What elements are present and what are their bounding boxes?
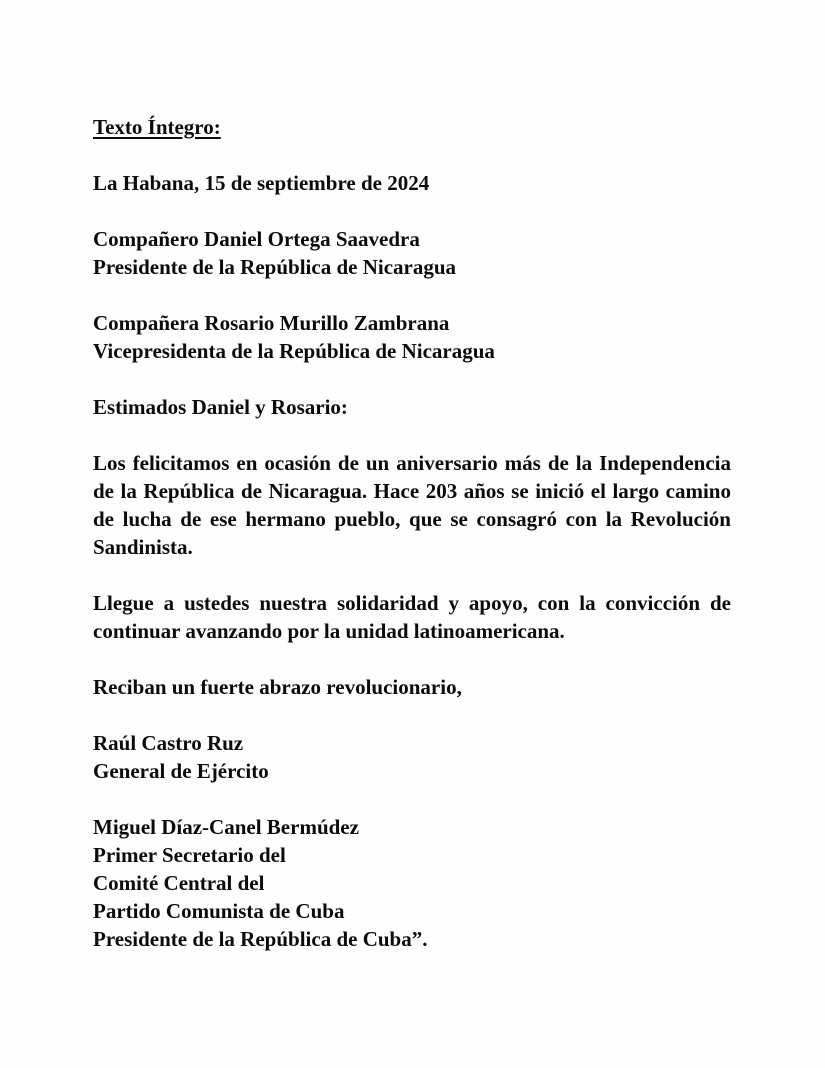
- signatory-title: Presidente de la República de Cuba”.: [93, 927, 428, 951]
- recipient-title: Presidente de la República de Nicaragua: [93, 255, 457, 279]
- recipient-block-vicepresident: [93, 309, 731, 365]
- recipient-name: Compañera Rosario Murillo Zambrana: [93, 311, 450, 335]
- closing-line: Reciban un fuerte abrazo revolucionario,: [93, 675, 462, 699]
- signatory-title: Primer Secretario del: [93, 843, 286, 867]
- signatory-title: Comité Central del: [93, 871, 265, 895]
- signatory-title: General de Ejército: [93, 759, 269, 783]
- recipient-title: Vicepresidenta de la República de Nicaragua: [93, 339, 495, 363]
- recipient-block-president: [93, 225, 731, 281]
- body-paragraph-2: Llegue a ustedes nuestra solidaridad y apoyo, con la convicción de continuar avanzando por la unidad latinoamericana.: [93, 591, 731, 643]
- salutation: Estimados Daniel y Rosario:: [93, 395, 348, 419]
- signatory-name: Miguel Díaz-Canel Bermúdez: [93, 815, 359, 839]
- signatory-name: Raúl Castro Ruz: [93, 731, 244, 755]
- signatory-title: Partido Comunista de Cuba: [93, 899, 345, 923]
- document-heading: [93, 113, 731, 141]
- signature-block-raul-castro: [93, 729, 731, 785]
- body-paragraph-1: Los felicitamos en ocasión de un aniversario más de la Independencia de la República de Nicaragua. Hace 203 años se inició el largo camino de lucha de ese hermano pueblo, que se consagró con la Revolución Sandinista.: [93, 451, 731, 559]
- dateline: La Habana, 15 de septiembre de 2024: [93, 171, 430, 195]
- recipient-name: Compañero Daniel Ortega Saavedra: [93, 227, 420, 251]
- signature-block-diaz-canel: [93, 813, 731, 953]
- document-heading-text: Texto Íntegro:: [93, 115, 221, 139]
